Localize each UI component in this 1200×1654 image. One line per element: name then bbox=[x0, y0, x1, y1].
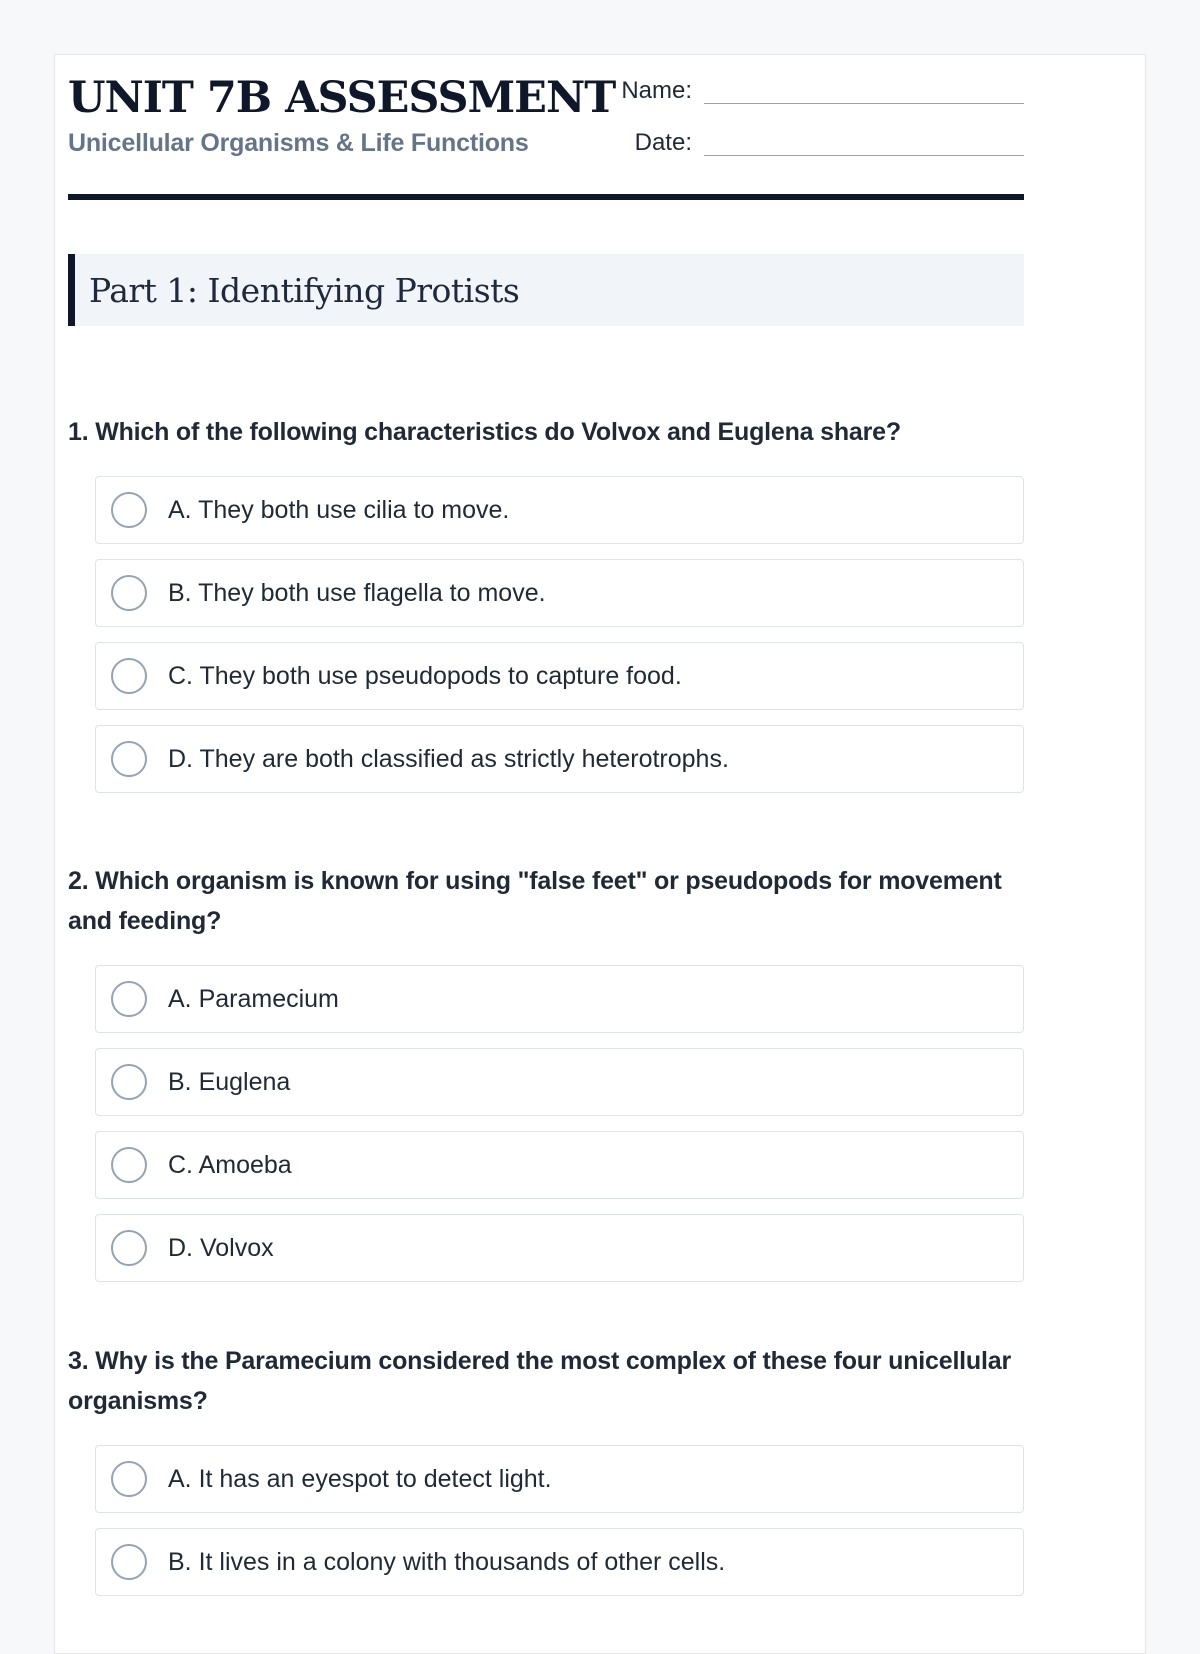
option-d[interactable] bbox=[95, 725, 1024, 793]
option-label: A. Paramecium bbox=[168, 984, 339, 1013]
question-3 bbox=[68, 1341, 1024, 1611]
date-field[interactable] bbox=[598, 124, 1024, 158]
radio-button[interactable] bbox=[111, 1064, 147, 1100]
question-text: 1. Which of the following characteristics do Volvox and Euglena share? bbox=[68, 418, 901, 446]
name-line[interactable] bbox=[704, 102, 1024, 104]
question-text: 2. Which organism is known for using "false feet" or pseudopods for movement and feeding? bbox=[68, 867, 1002, 935]
radio-button[interactable] bbox=[111, 1544, 147, 1580]
option-b[interactable] bbox=[95, 559, 1024, 627]
question-1 bbox=[68, 412, 1024, 808]
page-subtitle: Unicellular Organisms & Life Functions bbox=[68, 129, 529, 157]
header-divider bbox=[68, 194, 1024, 200]
option-label: C. They both use pseudopods to capture food. bbox=[168, 661, 682, 690]
option-a[interactable] bbox=[95, 1445, 1024, 1513]
question-text: 3. Why is the Paramecium considered the most complex of these four unicellular organisms? bbox=[68, 1347, 1011, 1415]
answer-options bbox=[95, 476, 1024, 793]
name-label: Name: bbox=[621, 77, 692, 104]
radio-button[interactable] bbox=[111, 741, 147, 777]
option-c[interactable] bbox=[95, 1131, 1024, 1199]
option-label: A. They both use cilia to move. bbox=[168, 495, 510, 524]
question-2 bbox=[68, 861, 1024, 1297]
option-a[interactable] bbox=[95, 476, 1024, 544]
option-label: B. Euglena bbox=[168, 1067, 291, 1096]
radio-button[interactable] bbox=[111, 1230, 147, 1266]
section-header bbox=[68, 254, 1024, 326]
radio-button[interactable] bbox=[111, 1147, 147, 1183]
option-label: D. Volvox bbox=[168, 1233, 274, 1262]
option-b[interactable] bbox=[95, 1528, 1024, 1596]
answer-options bbox=[95, 965, 1024, 1282]
section-title: Part 1: Identifying Protists bbox=[89, 270, 520, 310]
radio-button[interactable] bbox=[111, 492, 147, 528]
option-c[interactable] bbox=[95, 642, 1024, 710]
option-label: A. It has an eyespot to detect light. bbox=[168, 1464, 552, 1493]
date-line[interactable] bbox=[704, 154, 1024, 156]
option-label: B. They both use flagella to move. bbox=[168, 578, 546, 607]
name-field[interactable] bbox=[598, 72, 1024, 106]
answer-options bbox=[95, 1445, 1024, 1596]
option-label: D. They are both classified as strictly heterotrophs. bbox=[168, 744, 729, 773]
option-d[interactable] bbox=[95, 1214, 1024, 1282]
date-label: Date: bbox=[634, 129, 692, 156]
radio-button[interactable] bbox=[111, 575, 147, 611]
option-label: B. It lives in a colony with thousands of other cells. bbox=[168, 1547, 726, 1576]
radio-button[interactable] bbox=[111, 981, 147, 1017]
page-title: UNIT 7B ASSESSMENT bbox=[68, 73, 616, 123]
worksheet-header bbox=[68, 72, 1024, 190]
option-a[interactable] bbox=[95, 965, 1024, 1033]
radio-button[interactable] bbox=[111, 1461, 147, 1497]
option-b[interactable] bbox=[95, 1048, 1024, 1116]
radio-button[interactable] bbox=[111, 658, 147, 694]
option-label: C. Amoeba bbox=[168, 1150, 292, 1179]
